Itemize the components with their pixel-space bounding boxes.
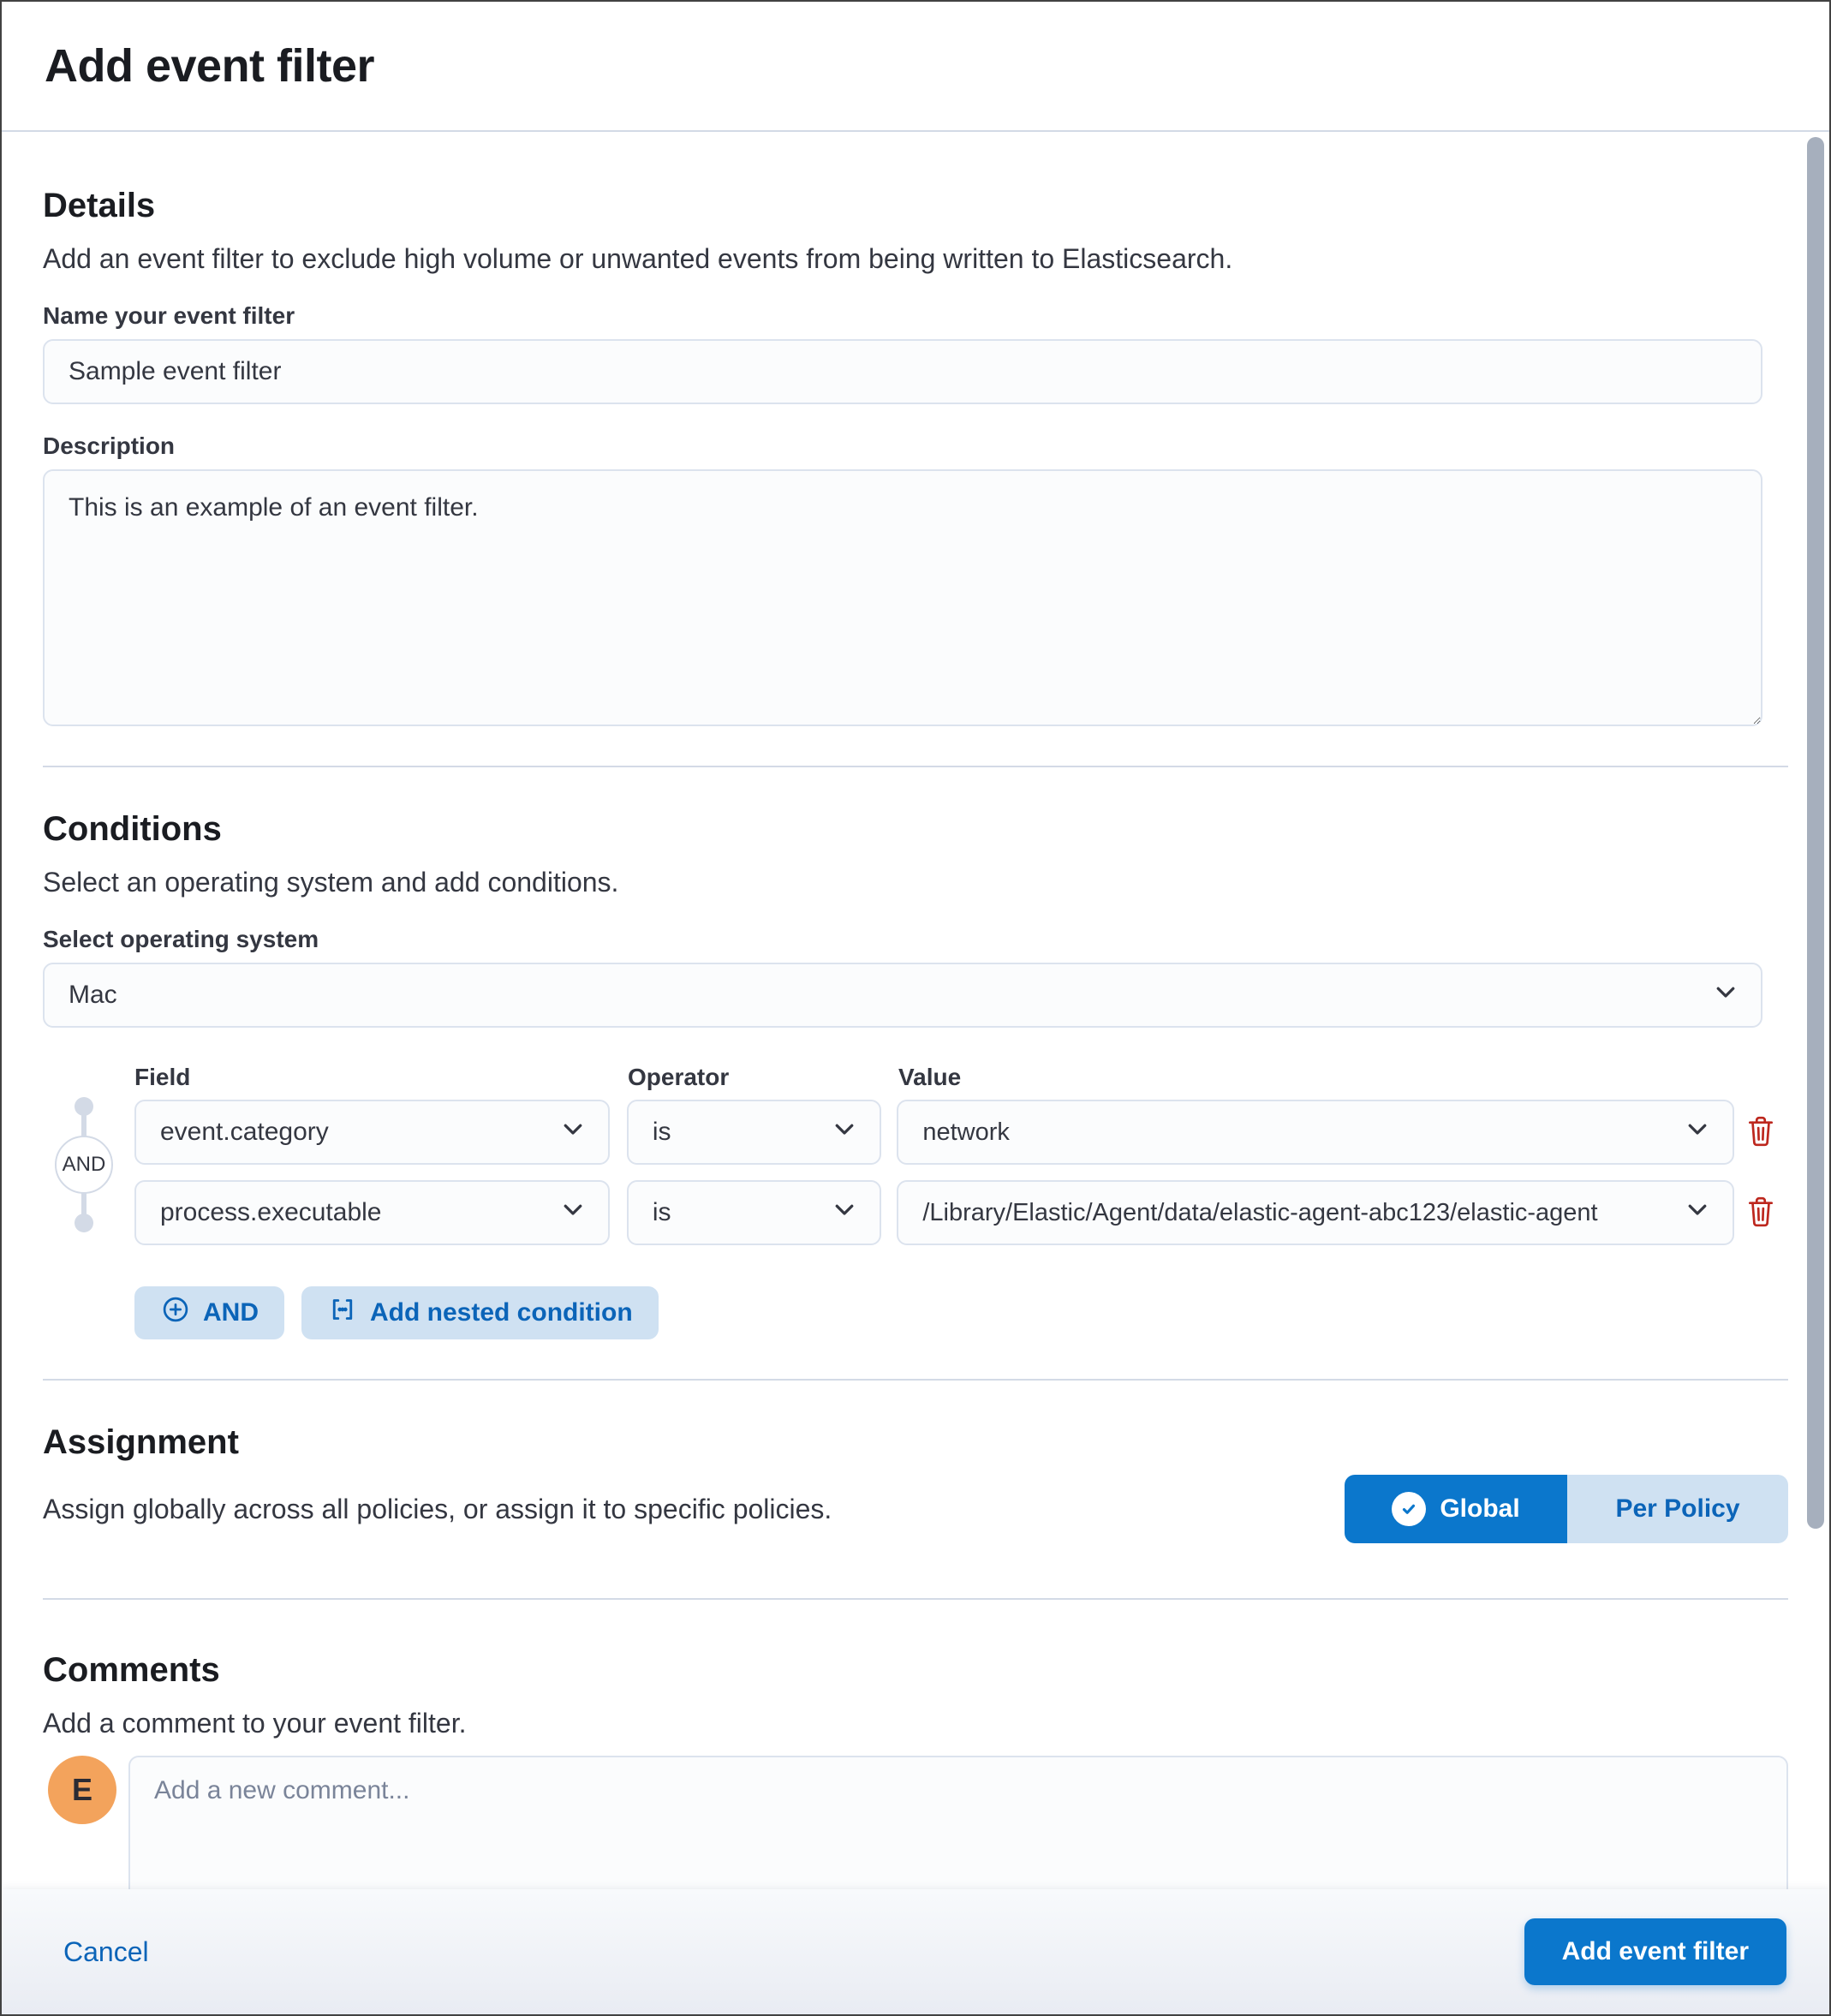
condition-column-headers <box>134 1064 1788 1091</box>
check-icon <box>1392 1492 1426 1526</box>
chevron-down-icon <box>560 1196 586 1229</box>
modal-title: Add event filter <box>45 40 375 92</box>
os-select[interactable] <box>43 963 1762 1028</box>
comments-description: Add a comment to your event filter. <box>43 1708 467 1739</box>
global-toggle-label: Global <box>1440 1494 1520 1523</box>
os-label: Select operating system <box>43 926 319 952</box>
connector-dot-bottom <box>75 1214 93 1232</box>
value-select[interactable] <box>897 1100 1734 1165</box>
condition-row <box>134 1100 1788 1165</box>
field-select[interactable] <box>134 1100 610 1165</box>
chevron-down-icon <box>560 1116 586 1148</box>
trash-icon <box>1745 1194 1777 1232</box>
chevron-down-icon <box>1685 1116 1710 1148</box>
global-toggle-button[interactable] <box>1345 1475 1567 1543</box>
per-policy-toggle-label: Per Policy <box>1615 1494 1740 1523</box>
comments-heading: Comments <box>43 1651 220 1689</box>
divider <box>43 766 1788 767</box>
connector-dot-top <box>75 1097 93 1116</box>
comment-input[interactable] <box>128 1756 1788 1889</box>
per-policy-toggle-button[interactable] <box>1567 1475 1788 1543</box>
assignment-toggle-group <box>1345 1475 1788 1543</box>
description-label: Description <box>43 432 176 459</box>
assignment-heading: Assignment <box>43 1423 239 1461</box>
field-select-value: event.category <box>160 1118 329 1146</box>
value-column-header: Value <box>898 1064 962 1090</box>
condition-rows <box>43 1100 1788 1245</box>
value-select-value: /Library/Elastic/Agent/data/elastic-agent-abc123/elastic-agent <box>922 1198 1598 1226</box>
add-event-filter-button[interactable]: Add event filter <box>1524 1918 1786 1985</box>
operator-select[interactable] <box>627 1100 882 1165</box>
trash-icon <box>1745 1113 1777 1152</box>
chevron-down-icon <box>832 1196 857 1229</box>
conditions-description: Select an operating system and add conditions. <box>43 867 619 898</box>
field-select-value: process.executable <box>160 1198 382 1226</box>
field-select[interactable] <box>134 1180 610 1245</box>
cancel-button[interactable]: Cancel <box>58 1935 154 1969</box>
add-and-condition-button[interactable] <box>134 1286 284 1339</box>
os-select-value: Mac <box>69 981 117 1009</box>
operator-column-header: Operator <box>628 1064 730 1090</box>
chevron-down-icon <box>1713 979 1739 1011</box>
operator-select-value: is <box>652 1118 671 1146</box>
value-select[interactable] <box>897 1180 1734 1245</box>
field-column-header: Field <box>134 1064 191 1090</box>
modal-footer <box>2 1889 1829 2014</box>
add-nested-condition-button[interactable] <box>301 1286 659 1339</box>
nested-icon <box>327 1294 358 1332</box>
modal-header <box>2 2 1829 132</box>
divider <box>43 1598 1788 1600</box>
conditions-heading: Conditions <box>43 810 222 848</box>
scrollbar-thumb[interactable] <box>1807 137 1824 1529</box>
and-badge: AND <box>55 1136 113 1194</box>
builder-buttons <box>134 1286 1788 1339</box>
avatar: E <box>48 1756 116 1824</box>
delete-condition-button[interactable] <box>1734 1180 1788 1245</box>
and-connector <box>43 1100 125 1230</box>
add-and-condition-label: AND <box>203 1298 259 1327</box>
divider <box>43 1379 1788 1381</box>
condition-row <box>134 1180 1788 1245</box>
name-input[interactable] <box>43 339 1762 404</box>
add-nested-condition-label: Add nested condition <box>370 1298 633 1327</box>
modal-body <box>2 132 1829 1889</box>
chevron-down-icon <box>1685 1196 1710 1229</box>
details-heading: Details <box>43 187 156 224</box>
name-label: Name your event filter <box>43 302 295 329</box>
operator-select[interactable] <box>627 1180 882 1245</box>
assignment-description: Assign globally across all policies, or assign it to specific policies. <box>43 1494 832 1524</box>
chevron-down-icon <box>832 1116 857 1148</box>
value-select-value: network <box>922 1118 1010 1146</box>
plus-in-circle-icon <box>160 1294 191 1332</box>
operator-select-value: is <box>652 1198 671 1226</box>
assignment-row <box>43 1475 1788 1543</box>
details-description: Add an event filter to exclude high volume or unwanted events from being written to Elasticsearch. <box>43 243 1233 274</box>
comment-row <box>43 1756 1788 1889</box>
delete-condition-button[interactable] <box>1734 1100 1788 1165</box>
description-textarea[interactable] <box>43 469 1762 726</box>
